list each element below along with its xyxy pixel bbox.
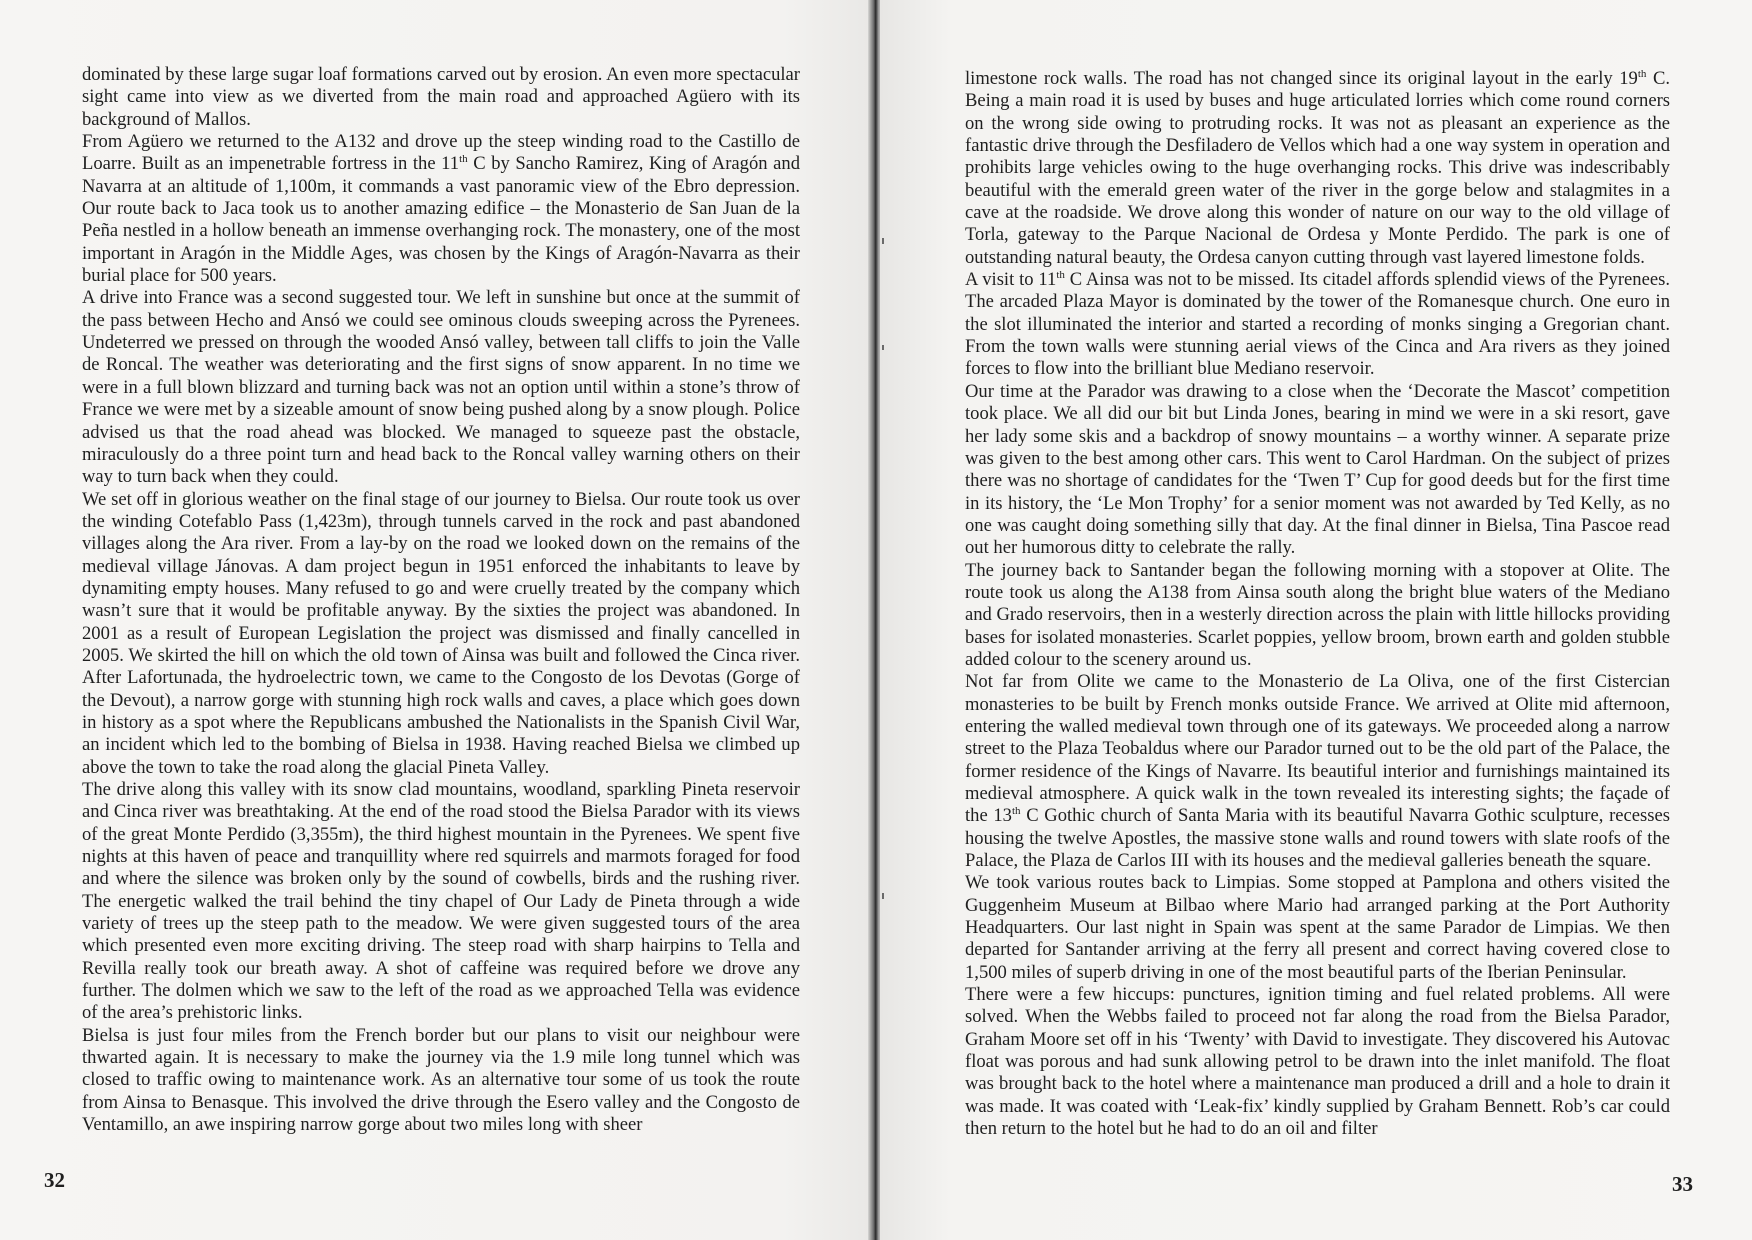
superscript-ordinal: th — [1056, 268, 1065, 281]
paragraph — [82, 131, 800, 287]
paragraph-text: dominated by these large sugar loaf formations carved out by erosion. An even more spectacular sight came into view as we diverted from the main road and approached Agüero with its background of Mallos. — [82, 64, 800, 130]
left-page-text — [82, 64, 800, 1137]
paragraph — [965, 671, 1670, 872]
page-edge-mark — [882, 345, 884, 350]
superscript-ordinal: th — [1011, 805, 1021, 818]
paragraph — [965, 68, 1670, 269]
paragraph — [965, 872, 1670, 984]
page-number-right: 33 — [1672, 1172, 1693, 1196]
paragraph — [82, 779, 800, 1025]
paragraph-text: A visit to 11 — [965, 269, 1057, 291]
superscript-ordinal: th — [459, 153, 468, 166]
paragraph-text: The drive along this valley with its snow clad mountains, woodland, sparkling Pineta reservoir and Cinca river was breathtaking. At the end of the road stood the Bielsa Parador with its views of the great Monte Perdido (3,355m), the third highest mountain in the Pyrenees. We spent five nights at this haven of peace and tranquillity where red squirrels and marmots foraged for food and where the silence was broken only by the sound of cowbells, birds and the rushing river. The energetic walked the trail behind the tiny chapel of Our Lady de Pineta through a wide variety of trees up the steep path to the meadow. We were given suggested tours of the area which presented even more exciting driving. The steep road with sharp hairpins to Tella and Revilla really took our breath away. A shot of caffeine was required before we drove any further. The dolmen which we saw to the left of the road as we approached Tella was evidence of the area’s prehistoric links. — [82, 779, 800, 1024]
paragraph — [82, 64, 800, 131]
paragraph-text: Bielsa is just four miles from the French border but our plans to visit our neighbour were thwarted again. It is necessary to make the journey via the 1.9 mile long tunnel which was closed to traffic owing to maintenance work. As an alternative tour some of us took the route from Ainsa to Benasque. This involved the drive through the Esero valley and the Congosto de Ventamillo, an awe inspiring narrow gorge about two miles long with sheer — [82, 1024, 800, 1136]
page-edge-mark — [882, 238, 884, 244]
paragraph-text: C by Sancho Ramirez, King of Aragón and Navarra at an altitude of 1,100m, it commands a vast panoramic view of the Ebro depression. Our route back to Jaca took us to another amazing edifice – the Monasterio de San Juan de la Peña nestled in a hollow beneath an immense overhanging rock. The monastery, one of the most important in Aragón in the Middle Ages, was chosen by the Kings of Aragón-Navarra as their burial place for 500 years. — [82, 153, 801, 287]
paragraph-text: Not far from Olite we came to the Monasterio de La Oliva, one of the first Cistercian monasteries to be built by French monks outside France. We arrived at Olite mid afternoon, entering the walled medieval town through one of its gateways. We proceeded along a narrow street to the Plaza Teobaldus where our Parador turned out to be the old part of the Palace, the former residence of the Kings of Navarre. Its beautiful interior and furnishings maintained its medieval atmosphere. A quick walk in the town revealed its interesting sights; the façade of the 13 — [965, 671, 1670, 827]
paragraph — [965, 269, 1670, 381]
paragraph — [965, 560, 1670, 672]
paragraph-text: We set off in glorious weather on the final stage of our journey to Bielsa. Our route took us over the winding Cotefablo Pass (1,423m), through tunnels carved in the rock and past abandoned villages along the Ara river. From a lay-by on the road we looked down on the remains of the medieval village Jánovas. A dam project begun in 1951 enforced the inhabitants to leave by dynamiting empty houses. Many refused to go and were cruelly treated by the company which wasn’t sure that it would be profitable anyway. By the sixties the project was abandoned. In 2001 as a result of European Legislation the project was dismissed and finally cancelled in 2005. We skirted the hill on which the old town of Ainsa was built and followed the Cinca river. After Lafortunada, the hydroelectric town, we came to the Congosto de los Devotas (Gorge of the Devout), a narrow gorge with stunning high rock walls and caves, a place which goes down in history as a spot where the Republicans ambushed the Nationalists in the Spanish Civil War, an incident which led to the bombing of Bielsa in 1938. Having reached Bielsa we climbed up above the town to take the road along the glacial Pineta Valley. — [82, 488, 800, 778]
paragraph-text: C. Being a main road it is used by buses and huge articulated lorries which come round corners on the wrong side owing to protruding rocks. It was not as pleasant an experience as the fantastic drive through the Desfiladero de Vellos which had a one way system in operation and prohibits large vehicles owing to the huge overhanging rocks. This drive was indescribably beautiful with the emerald green water of the river in the gorge below and stalagmites in a cave at the roadside. We drove along this wonder of nature on our way to the old village of Torla, gateway to the Parque Nacional de Ordesa y Monte Perdido. The park is one of outstanding natural beauty, the Ordesa canyon cutting through vast layered limestone folds. — [965, 68, 1670, 268]
paragraph-text: Our time at the Parador was drawing to a close when the ‘Decorate the Mascot’ competition took place. We all did our bit but Linda Jones, bearing in mind we were in a ski resort, gave her lady some skis and a backdrop of snowy mountains – a worthy winner. A separate prize was given to the best among other cars. This went to Carol Hardman. On the subject of prizes there was no shortage of candidates for the ‘Twen T’ Cup for good deeds but for the first time in its history, the ‘Le Mon Trophy’ for a senior moment was not awarded by Ted Kelly, as no one was caught doing something silly that day. At the final dinner in Bielsa, Tina Pascoe read out her humorous ditty to celebrate the rally. — [965, 380, 1670, 559]
paragraph-text: From Agüero we returned to the A132 and drove up the steep winding road to the Castillo de Loarre. Built as an impenetrable fortress in the 11 — [82, 131, 800, 175]
paragraph-text: The journey back to Santander began the following morning with a stopover at Olite. The route took us along the A138 from Ainsa south along the bright blue waters of the Mediano and Grado reservoirs, then in a westerly direction across the plain with little hillocks providing bases for isolated monasteries. Scarlet poppies, yellow broom, brown earth and golden stubble added colour to the scenery around us. — [965, 559, 1670, 670]
paragraph-text: We took various routes back to Limpias. Some stopped at Pamplona and others visited the Guggenheim Museum at Bilbao where Mario had arranged parking at the Port Authority Headquarters. Our last night in Spain was spent at the same Parador de Limpias. We then departed for Santander arriving at the ferry all present and correct having covered close to 1,500 miles of superb driving in one of the most beautiful parts of the Iberian Peninsular. — [965, 872, 1670, 983]
paragraph — [965, 984, 1670, 1140]
right-page-text — [965, 68, 1670, 1141]
paragraph-text: limestone rock walls. The road has not changed since its original layout in the early 19 — [965, 68, 1638, 89]
page-number-left: 32 — [44, 1168, 65, 1192]
paragraph-text: C Gothic church of Santa Maria with its beautiful Navarra Gothic sculpture, recesses housing the twelve Apostles, the massive stone walls and round towers with slate roofs of the Palace, the Plaza de Carlos III with its houses and the medieval galleries beneath the square. — [965, 805, 1670, 872]
superscript-ordinal: th — [1637, 67, 1647, 80]
paragraph — [82, 1025, 800, 1137]
paragraph — [965, 381, 1670, 560]
right-page — [880, 0, 1752, 1240]
page-edge-mark — [882, 893, 884, 899]
paragraph-text: A drive into France was a second suggested tour. We left in sunshine but once at the summit of the pass between Hecho and Ansó we could see ominous clouds sweeping across the Pyrenees. Undeterred we pressed on through the wooded Ansó valley, between tall cliffs to join the Valle de Roncal. The weather was deteriorating and the first signs of snow apparent. In no time we were in a full blown blizzard and turning back was not an option until within a stone’s throw of France we were met by a sizeable amount of snow being pushed along by a snow plough. Police advised us that the road ahead was blocked. We managed to squeeze past the obstacle, miraculously do a three point turn and head back to the Roncal valley warning others on their way to turn back when they could. — [82, 287, 800, 488]
left-page — [0, 0, 870, 1240]
paragraph-text: C Ainsa was not to be missed. Its citadel affords splendid views of the Pyrenees. The arcaded Plaza Mayor is dominated by the tower of the Romanesque church. One euro in the slot illuminated the interior and started a recording of monks singing a Gregorian chant. From the town walls were stunning aerial views of the Cinca and Ara rivers as they joined forces to flow into the brilliant blue Mediano reservoir. — [965, 269, 1670, 380]
paragraph-text: There were a few hiccups: punctures, ignition timing and fuel related problems. All were solved. When the Webbs failed to proceed not far along the road from the Bielsa Parador, Graham Moore set off in his ‘Twenty’ with David to investigate. They discovered his Autovac float was porous and had sunk allowing petrol to be drawn into the inlet manifold. The float was brought back to the hotel where a maintenance man produced a drill and a hole to drain it was made. It was coated with ‘Leak-fix’ kindly supplied by Graham Bennett. Rob’s car could then return to the hotel but he had to do an oil and filter — [965, 984, 1670, 1140]
paragraph — [82, 489, 800, 779]
paragraph — [82, 287, 800, 488]
